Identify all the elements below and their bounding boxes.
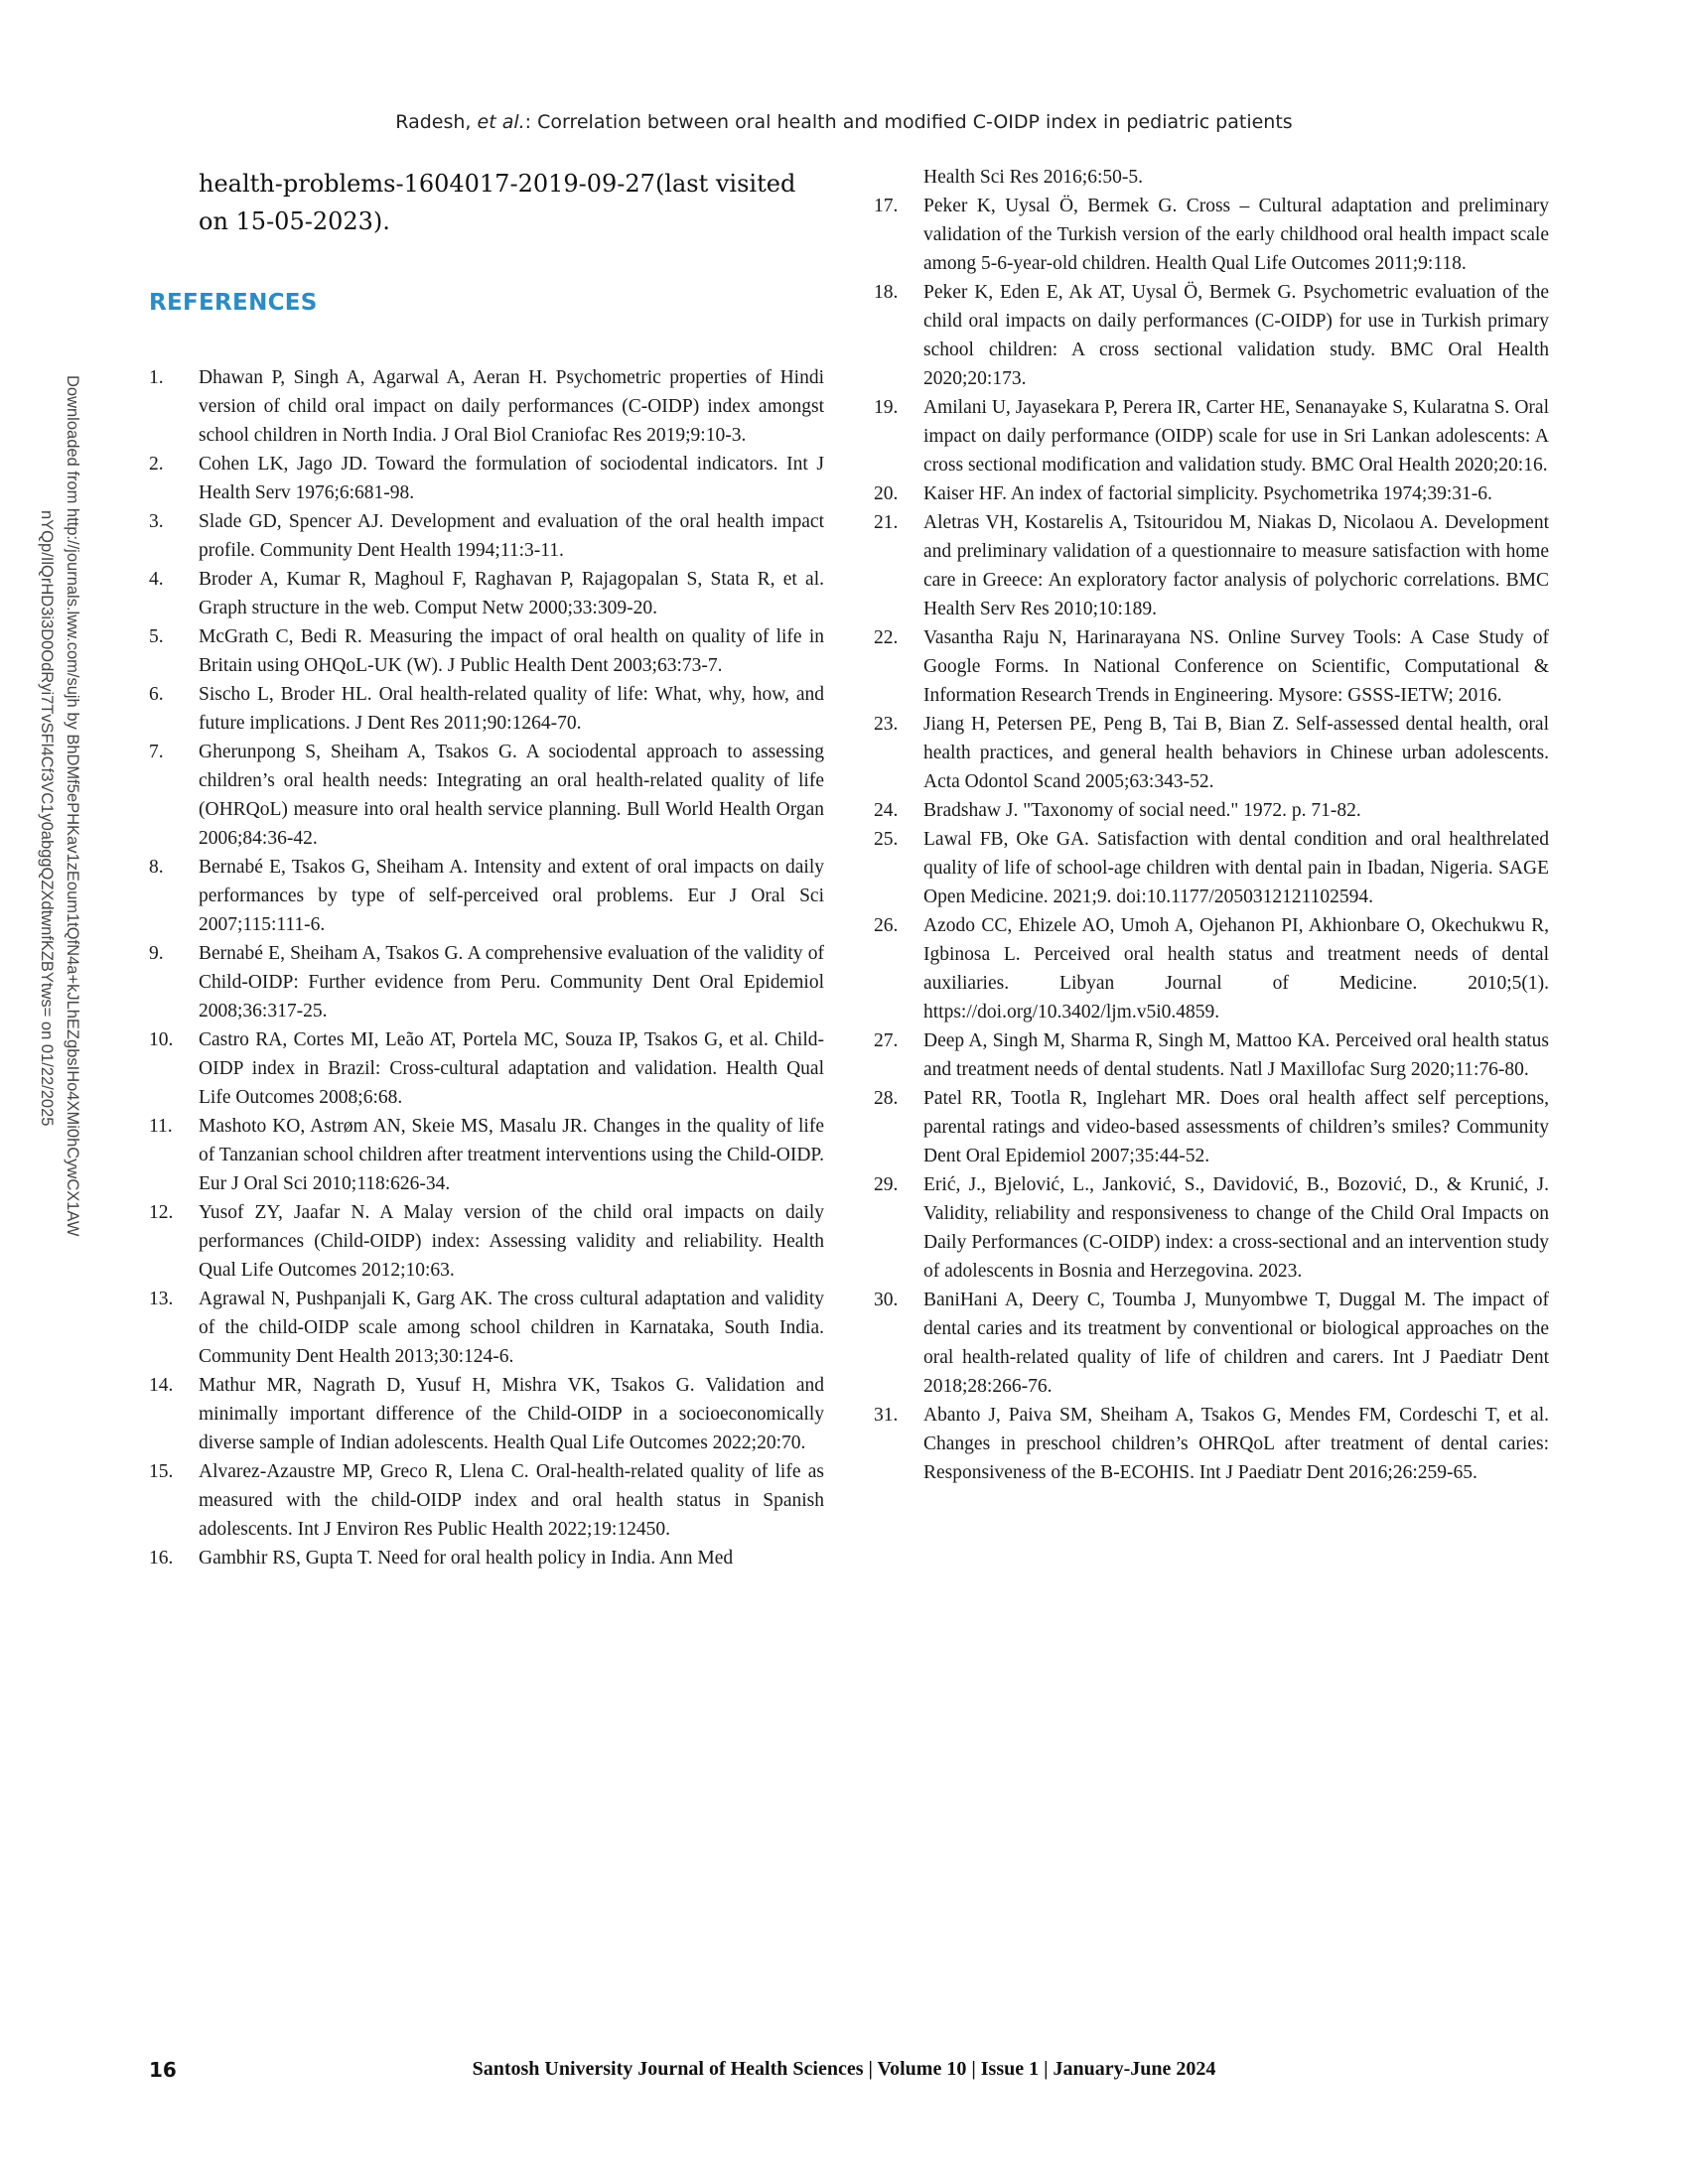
reference-text: McGrath C, Bedi R. Measuring the impact of oral health on quality of life in Britain using OHQoL-UK (W). J Public Health Dent 2003;63:73-7. bbox=[199, 626, 824, 676]
reference-item bbox=[874, 911, 1549, 1026]
reference-number: 31. bbox=[874, 1405, 899, 1426]
reference-number: 24. bbox=[874, 800, 899, 821]
reference-number: 1. bbox=[149, 367, 164, 388]
reference-number: 9. bbox=[149, 943, 164, 964]
reference-text: Deep A, Singh M, Sharma R, Singh M, Mattoo KA. Perceived oral health status and treatment needs of dental students. Natl J Maxillofac Surg 2020;11:76-80. bbox=[923, 1030, 1549, 1080]
reference-item bbox=[874, 1170, 1549, 1286]
running-head-etal: et al. bbox=[477, 111, 525, 133]
reference-item bbox=[149, 1112, 824, 1198]
reference-number: 11. bbox=[149, 1116, 173, 1137]
reference-item bbox=[149, 363, 824, 450]
reference-item bbox=[149, 622, 824, 680]
reference-text: Slade GD, Spencer AJ. Development and evaluation of the oral health impact profile. Community Dent Health 1994;11:3-11. bbox=[199, 511, 824, 561]
reference-number: 28. bbox=[874, 1088, 899, 1109]
reference-item bbox=[149, 1457, 824, 1544]
reference-text: Cohen LK, Jago JD. Toward the formulation of sociodental indicators. Int J Health Serv 1976;6:681-98. bbox=[199, 454, 824, 503]
reference-number: 23. bbox=[874, 714, 899, 735]
reference-text: Mathur MR, Nagrath D, Yusuf H, Mishra VK, Tsakos G. Validation and minimally important difference of the Child-OIDP in a socioeconomically diverse sample of Indian adolescents. Health Qual Life Outcomes 2022;20:70. bbox=[199, 1375, 824, 1453]
reference-item bbox=[874, 1401, 1549, 1487]
reference-item bbox=[149, 1285, 824, 1371]
download-watermark-line-1: Downloaded from http://journals.lww.com/sujh by BhDMf5ePHKav1zEoum1tQfN4a+kJLhEZgbsIHo4XMi0hCywCX1AW bbox=[64, 375, 81, 1237]
reference-text: Azodo CC, Ehizele AO, Umoh A, Ojehanon PI, Akhionbare O, Okechukwu R, Igbinosa L. Perceived oral health status and treatment needs of dental auxiliaries. Libyan Journal of Medicine. 2010;5(1). https://doi.org/10.3402/ljm.v5i0.4859. bbox=[923, 915, 1549, 1023]
reference-text: Jiang H, Petersen PE, Peng B, Tai B, Bian Z. Self-assessed dental health, oral health practices, and general health behaviors in Chinese urban adolescents. Acta Odontol Scand 2005;63:343-52. bbox=[923, 714, 1549, 792]
reference-number: 25. bbox=[874, 829, 899, 850]
reference-number: 5. bbox=[149, 626, 164, 647]
reference-text: Bradshaw J. "Taxonomy of social need." 1972. p. 71-82. bbox=[923, 800, 1361, 821]
reference-number: 22. bbox=[874, 627, 899, 648]
reference-item bbox=[149, 1025, 824, 1112]
reference-text: Yusof ZY, Jaafar N. A Malay version of the child oral impacts on daily performances (Child-OIDP) index: Assessing validity and reliability. Health Qual Life Outcomes 2012;10:63. bbox=[199, 1202, 824, 1281]
reference-text: Bernabé E, Sheiham A, Tsakos G. A comprehensive evaluation of the validity of Child-OIDP: Further evidence from Peru. Community Dent Oral Epidemiol 2008;36:317-25. bbox=[199, 943, 824, 1022]
reference-item bbox=[874, 479, 1549, 508]
journal-footer: Santosh University Journal of Health Sciences | Volume 10 | Issue 1 | January-June 2024 bbox=[472, 2058, 1216, 2080]
reference-text: Erić, J., Bjelović, L., Janković, S., Davidović, B., Bozović, D., & Krunić, J. Validity, reliability and responsiveness to change of the Child Oral Impacts on Daily Performances (C-OIDP) index: a cross-sectional and an intervention study of adolescents in Bosnia and Herzegovina. 2023. bbox=[923, 1174, 1549, 1282]
reference-item bbox=[874, 710, 1549, 796]
reference-text: Abanto J, Paiva SM, Sheiham A, Tsakos G, Mendes FM, Cordeschi T, et al. Changes in preschool children’s OHRQoL after treatment of dental caries: Responsiveness of the B-ECOHIS. Int J Paediatr Dent 2016;26:259-65. bbox=[923, 1405, 1549, 1483]
reference-item bbox=[149, 565, 824, 622]
reference-number: 21. bbox=[874, 512, 899, 533]
reference-number: 27. bbox=[874, 1030, 899, 1051]
reference-number: 18. bbox=[874, 282, 899, 303]
reference-item bbox=[874, 393, 1549, 479]
download-watermark bbox=[30, 375, 85, 1358]
reference-number: 7. bbox=[149, 742, 164, 762]
running-head-authors: Radesh, bbox=[395, 111, 472, 133]
reference-item bbox=[874, 1286, 1549, 1401]
references-heading: REFERENCES bbox=[149, 290, 318, 316]
reference-item bbox=[874, 278, 1549, 393]
reference-number: 4. bbox=[149, 569, 164, 590]
reference-number: 17. bbox=[874, 196, 899, 216]
reference-text: Gambhir RS, Gupta T. Need for oral health policy in India. Ann Med bbox=[199, 1548, 734, 1569]
page-number: 16 bbox=[149, 2058, 177, 2082]
reference-item bbox=[149, 450, 824, 507]
reference-item bbox=[149, 1198, 824, 1285]
reference-text: Agrawal N, Pushpanjali K, Garg AK. The cross cultural adaptation and validity of the child-OIDP scale among school children in Karnataka, South India. Community Dent Health 2013;30:124-6. bbox=[199, 1289, 824, 1367]
reference-text: Peker K, Uysal Ö, Bermek G. Cross – Cultural adaptation and preliminary validation of the Turkish version of the early childhood oral health impact scale among 5-6-year-old children. Health Qual Life Outcomes 2011;9:118. bbox=[923, 196, 1549, 274]
reference-number: 13. bbox=[149, 1289, 174, 1309]
reference-number: 15. bbox=[149, 1461, 174, 1482]
references-list-left bbox=[149, 363, 824, 1572]
reference-number: 6. bbox=[149, 684, 164, 705]
reference-item bbox=[874, 508, 1549, 623]
download-watermark-line-2: nYQp/IlQrHD3i3D0OdRyi7TvSFl4Cf3VC1y0abggQZXdtwnfKZBYtws= on 01/22/2025 bbox=[38, 510, 56, 1127]
reference-number: 10. bbox=[149, 1029, 174, 1050]
reference-text: Aletras VH, Kostarelis A, Tsitouridou M, Niakas D, Nicolaou A. Development and preliminary validation of a questionnaire to measure satisfaction with home care in Greece: An exploratory factor analysis of polychoric correlations. BMC Health Serv Res 2010;10:189. bbox=[923, 512, 1549, 619]
reference-number: 2. bbox=[149, 454, 164, 475]
reference-number: 16. bbox=[149, 1548, 174, 1569]
reference-number: 29. bbox=[874, 1174, 899, 1195]
reference-number: 12. bbox=[149, 1202, 174, 1223]
reference-text: Amilani U, Jayasekara P, Perera IR, Carter HE, Senanayake S, Kularatna S. Oral impact on daily performance (OIDP) scale for use in Sri Lankan adolescents: A cross sectional modification and validation study. BMC Oral Health 2020;20:16. bbox=[923, 397, 1549, 476]
reference-16-continuation-text: Health Sci Res 2016;6:50-5. bbox=[923, 167, 1143, 188]
reference-number: 30. bbox=[874, 1290, 899, 1310]
running-head bbox=[0, 111, 1688, 133]
reference-item bbox=[874, 192, 1549, 278]
reference-text: Sischo L, Broder HL. Oral health-related quality of life: What, why, how, and future implications. J Dent Res 2011;90:1264-70. bbox=[199, 684, 824, 734]
carryover-text: health-problems-1604017-2019-09-27(last visited on 15-05-2023). bbox=[199, 170, 796, 235]
reference-item bbox=[149, 680, 824, 738]
reference-text: Kaiser HF. An index of factorial simplicity. Psychometrika 1974;39:31-6. bbox=[923, 483, 1492, 504]
reference-text: Broder A, Kumar R, Maghoul F, Raghavan P, Rajagopalan S, Stata R, et al. Graph structure in the web. Comput Netw 2000;33:309-20. bbox=[199, 569, 824, 618]
reference-item bbox=[874, 796, 1549, 825]
reference-text: BaniHani A, Deery C, Toumba J, Munyombwe T, Duggal M. The impact of dental caries and its treatment by conventional or biological approaches on the oral health-related quality of life of children and carers. Int J Paediatr Dent 2018;28:266-76. bbox=[923, 1290, 1549, 1397]
reference-item bbox=[874, 1026, 1549, 1084]
reference-text: Castro RA, Cortes MI, Leão AT, Portela MC, Souza IP, Tsakos G, et al. Child-OIDP index in Brazil: Cross-cultural adaptation and validation. Health Qual Life Outcomes 2008;6:68. bbox=[199, 1029, 824, 1108]
reference-text: Vasantha Raju N, Harinarayana NS. Online Survey Tools: A Case Study of Google Forms. In National Conference on Scientific, Computational & Information Research Trends in Engineering. Mysore: GSSS-IETW; 2016. bbox=[923, 627, 1549, 706]
reference-text: Peker K, Eden E, Ak AT, Uysal Ö, Bermek G. Psychometric evaluation of the child oral impacts on daily performances (C-OIDP) for use in Turkish primary school children: A cross sectional validation study. BMC Oral Health 2020;20:173. bbox=[923, 282, 1549, 389]
reference-item bbox=[149, 853, 824, 939]
reference-text: Mashoto KO, Astrøm AN, Skeie MS, Masalu JR. Changes in the quality of life of Tanzanian school children after treatment interventions using the Child-OIDP. Eur J Oral Sci 2010;118:626-34. bbox=[199, 1116, 824, 1194]
reference-item bbox=[149, 1371, 824, 1457]
reference-text: Lawal FB, Oke GA. Satisfaction with dental condition and oral healthrelated quality of life of school-age children with dental pain in Ibadan, Nigeria. SAGE Open Medicine. 2021;9. doi:10.1177/2050312121102594. bbox=[923, 829, 1549, 907]
right-column bbox=[874, 163, 1549, 1487]
reference-number: 26. bbox=[874, 915, 899, 936]
reference-item bbox=[149, 507, 824, 565]
reference-item bbox=[874, 825, 1549, 911]
reference-number: 19. bbox=[874, 397, 899, 418]
reference-number: 20. bbox=[874, 483, 899, 504]
reference-text: Patel RR, Tootla R, Inglehart MR. Does oral health affect self perceptions, parental ratings and video-based assessments of children’s smiles? Community Dent Oral Epidemiol 2007;35:44-52. bbox=[923, 1088, 1549, 1166]
reference-item bbox=[149, 738, 824, 853]
reference-text: Bernabé E, Tsakos G, Sheiham A. Intensity and extent of oral impacts on daily performances by type of self-perceived oral problems. Eur J Oral Sci 2007;115:111-6. bbox=[199, 857, 824, 935]
reference-item bbox=[149, 939, 824, 1025]
reference-number: 8. bbox=[149, 857, 164, 878]
reference-item bbox=[149, 1544, 824, 1572]
reference-16-continuation bbox=[874, 163, 1549, 192]
reference-item bbox=[874, 1084, 1549, 1170]
references-list-right bbox=[874, 192, 1549, 1487]
reference-text: Dhawan P, Singh A, Agarwal A, Aeran H. Psychometric properties of Hindi version of child oral impact on daily performances (C-OIDP) index amongst school children in North India. J Oral Biol Craniofac Res 2019;9:10-3. bbox=[199, 367, 824, 446]
reference-number: 3. bbox=[149, 511, 164, 532]
reference-item bbox=[874, 623, 1549, 710]
left-column bbox=[149, 165, 824, 1572]
reference-number: 14. bbox=[149, 1375, 174, 1396]
running-head-title: : Correlation between oral health and modified C-OIDP index in pediatric patients bbox=[524, 111, 1293, 133]
reference-text: Alvarez-Azaustre MP, Greco R, Llena C. Oral-health-related quality of life as measured with the child-OIDP index and oral health status in Spanish adolescents. Int J Environ Res Public Health 2022;19:12450. bbox=[199, 1461, 824, 1540]
reference-text: Gherunpong S, Sheiham A, Tsakos G. A sociodental approach to assessing children’s oral health needs: Integrating an oral health-related quality of life (OHRQoL) measure into oral health service planning. Bull World Health Organ 2006;84:36-42. bbox=[199, 742, 824, 849]
